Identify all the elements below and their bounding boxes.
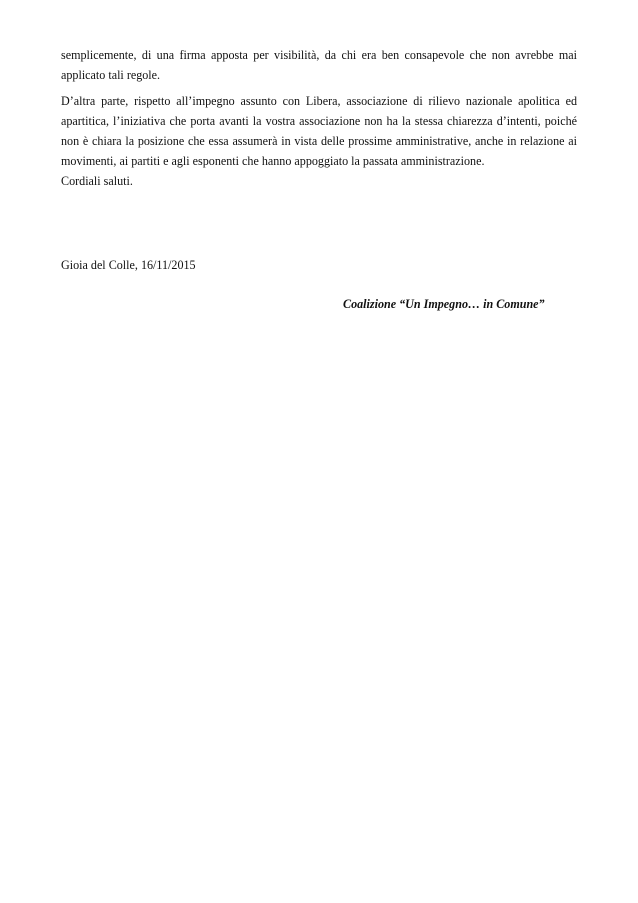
closing-salutation: Cordiali saluti. xyxy=(61,174,133,188)
body-paragraph-1: semplicemente, di una firma apposta per visibilità, da chi era ben consapevole che non avrebbe mai applicato tali regole. xyxy=(61,48,577,82)
signature-line: Coalizione “Un Impegno… in Comune” xyxy=(343,297,545,311)
place-and-date: Gioia del Colle, 16/11/2015 xyxy=(61,258,196,272)
body-paragraph-2: D’altra parte, rispetto all’impegno assunto con Libera, associazione di rilievo nazionale apolitica ed apartitica, l’iniziativa che porta avanti la vostra associazione non ha la stessa chiarezza d’intenti, poiché non è chiara la posizione che essa assumerà in vista delle prossime amministrative, anche in relazione ai movimenti, ai partiti e agli esponenti che hanno appoggiato la passata amministrazione. xyxy=(61,94,577,168)
